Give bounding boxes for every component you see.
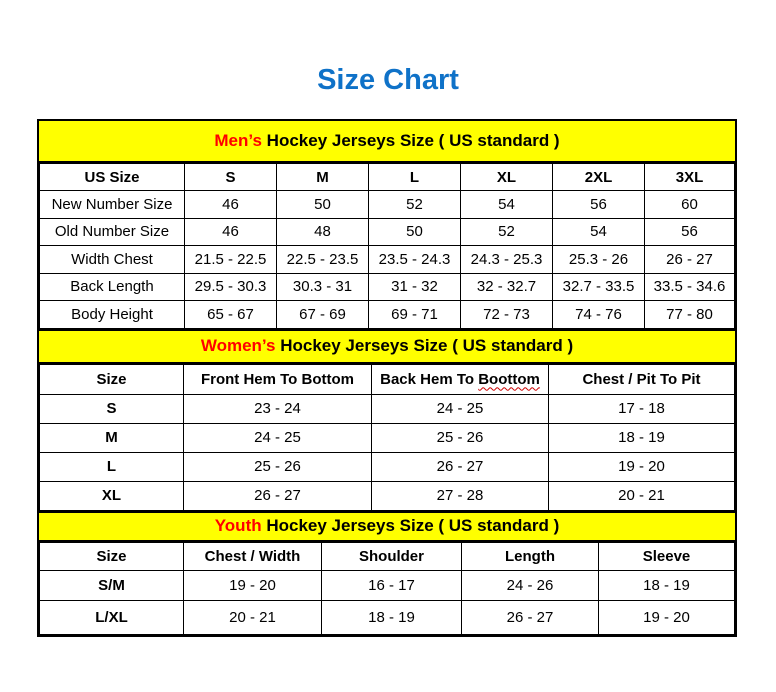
table-cell: 74 - 76 (553, 301, 645, 329)
table-cell: 60 (645, 191, 735, 219)
table-cell: 24 - 25 (372, 394, 549, 423)
table-row (40, 394, 735, 423)
table-row (40, 218, 735, 246)
table-row (40, 423, 735, 452)
column-header: US Size (40, 164, 185, 191)
table-cell: 46 (185, 191, 277, 219)
table-cell: 23 - 24 (184, 394, 372, 423)
table-cell: 19 - 20 (184, 570, 322, 600)
table-cell: 16 - 17 (322, 570, 462, 600)
column-header: M (277, 164, 369, 191)
table-cell: 54 (461, 191, 553, 219)
table-row (40, 273, 735, 301)
row-label: Width Chest (40, 246, 185, 274)
table-cell: 19 - 20 (599, 600, 735, 634)
mens-section-highlight: Men’s (214, 131, 262, 150)
table-cell: 54 (553, 218, 645, 246)
table-cell: 52 (369, 191, 461, 219)
table-cell: 29.5 - 30.3 (185, 273, 277, 301)
youth-section-header (39, 511, 735, 542)
table-cell: 20 - 21 (184, 600, 322, 634)
column-header: 2XL (553, 164, 645, 191)
table-cell: 27 - 28 (372, 481, 549, 510)
table-cell: 24 - 26 (462, 570, 599, 600)
column-header-text: Back Hem To (380, 370, 475, 388)
table-cell: 77 - 80 (645, 301, 735, 329)
row-label: Old Number Size (40, 218, 185, 246)
table-cell: 22.5 - 23.5 (277, 246, 369, 274)
row-label: Body Height (40, 301, 185, 329)
column-header: Chest / Width (184, 542, 322, 570)
size-chart-tables (37, 119, 737, 637)
column-header: L (369, 164, 461, 191)
table-cell: 24.3 - 25.3 (461, 246, 553, 274)
table-cell: 52 (461, 218, 553, 246)
row-label: Back Length (40, 273, 185, 301)
table-cell: 26 - 27 (184, 481, 372, 510)
table-cell: 20 - 21 (549, 481, 735, 510)
table-cell: 25.3 - 26 (553, 246, 645, 274)
table-row (40, 301, 735, 329)
table-cell: 18 - 19 (322, 600, 462, 634)
table-cell: 30.3 - 31 (277, 273, 369, 301)
table-cell: 17 - 18 (549, 394, 735, 423)
column-header: 3XL (645, 164, 735, 191)
womens-section-header (39, 329, 735, 364)
misspelled-word: Boottom (478, 370, 540, 388)
womens-size-table (39, 364, 735, 511)
table-cell: 26 - 27 (372, 452, 549, 481)
table-header-row (40, 164, 735, 191)
table-cell: 32 - 32.7 (461, 273, 553, 301)
table-row (40, 600, 735, 634)
table-cell: 65 - 67 (185, 301, 277, 329)
column-header: S (185, 164, 277, 191)
table-row (40, 246, 735, 274)
column-header: Front Hem To Bottom (184, 364, 372, 394)
column-header: Sleeve (599, 542, 735, 570)
table-row (40, 481, 735, 510)
table-cell: 56 (553, 191, 645, 219)
table-cell: 26 - 27 (462, 600, 599, 634)
table-header-row (40, 542, 735, 570)
table-cell: 69 - 71 (369, 301, 461, 329)
table-header-row (40, 364, 735, 394)
table-cell: 19 - 20 (549, 452, 735, 481)
column-header: Chest / Pit To Pit (549, 364, 735, 394)
row-label: S/M (40, 570, 184, 600)
table-cell: 18 - 19 (549, 423, 735, 452)
table-cell: 31 - 32 (369, 273, 461, 301)
column-header: Size (40, 364, 184, 394)
table-cell: 48 (277, 218, 369, 246)
womens-section-highlight: Women’s (200, 336, 276, 355)
table-cell: 25 - 26 (184, 452, 372, 481)
row-label: M (40, 423, 184, 452)
womens-section-title: Hockey Jerseys Size ( US standard ) (280, 336, 574, 355)
table-cell: 32.7 - 33.5 (553, 273, 645, 301)
row-label: New Number Size (40, 191, 185, 219)
table-cell: 33.5 - 34.6 (645, 273, 735, 301)
table-row (40, 452, 735, 481)
table-row (40, 191, 735, 219)
column-header: Size (40, 542, 184, 570)
table-cell: 25 - 26 (372, 423, 549, 452)
table-cell: 50 (369, 218, 461, 246)
mens-section-header (39, 121, 735, 163)
row-label: L (40, 452, 184, 481)
column-header: Length (462, 542, 599, 570)
youth-size-table (39, 542, 735, 635)
youth-section-title: Hockey Jerseys Size ( US standard ) (266, 516, 560, 535)
column-header: XL (461, 164, 553, 191)
table-cell: 72 - 73 (461, 301, 553, 329)
table-cell: 67 - 69 (277, 301, 369, 329)
column-header (372, 364, 549, 394)
youth-section-highlight: Youth (214, 516, 262, 535)
row-label: S (40, 394, 184, 423)
table-cell: 50 (277, 191, 369, 219)
row-label: XL (40, 481, 184, 510)
mens-size-table (39, 163, 735, 329)
row-label: L/XL (40, 600, 184, 634)
table-cell: 56 (645, 218, 735, 246)
table-cell: 24 - 25 (184, 423, 372, 452)
table-row (40, 570, 735, 600)
mens-section-title: Hockey Jerseys Size ( US standard ) (266, 131, 560, 150)
column-header: Shoulder (322, 542, 462, 570)
table-cell: 46 (185, 218, 277, 246)
table-cell: 23.5 - 24.3 (369, 246, 461, 274)
table-cell: 21.5 - 22.5 (185, 246, 277, 274)
table-cell: 18 - 19 (599, 570, 735, 600)
table-cell: 26 - 27 (645, 246, 735, 274)
page-title: Size Chart (317, 64, 459, 96)
